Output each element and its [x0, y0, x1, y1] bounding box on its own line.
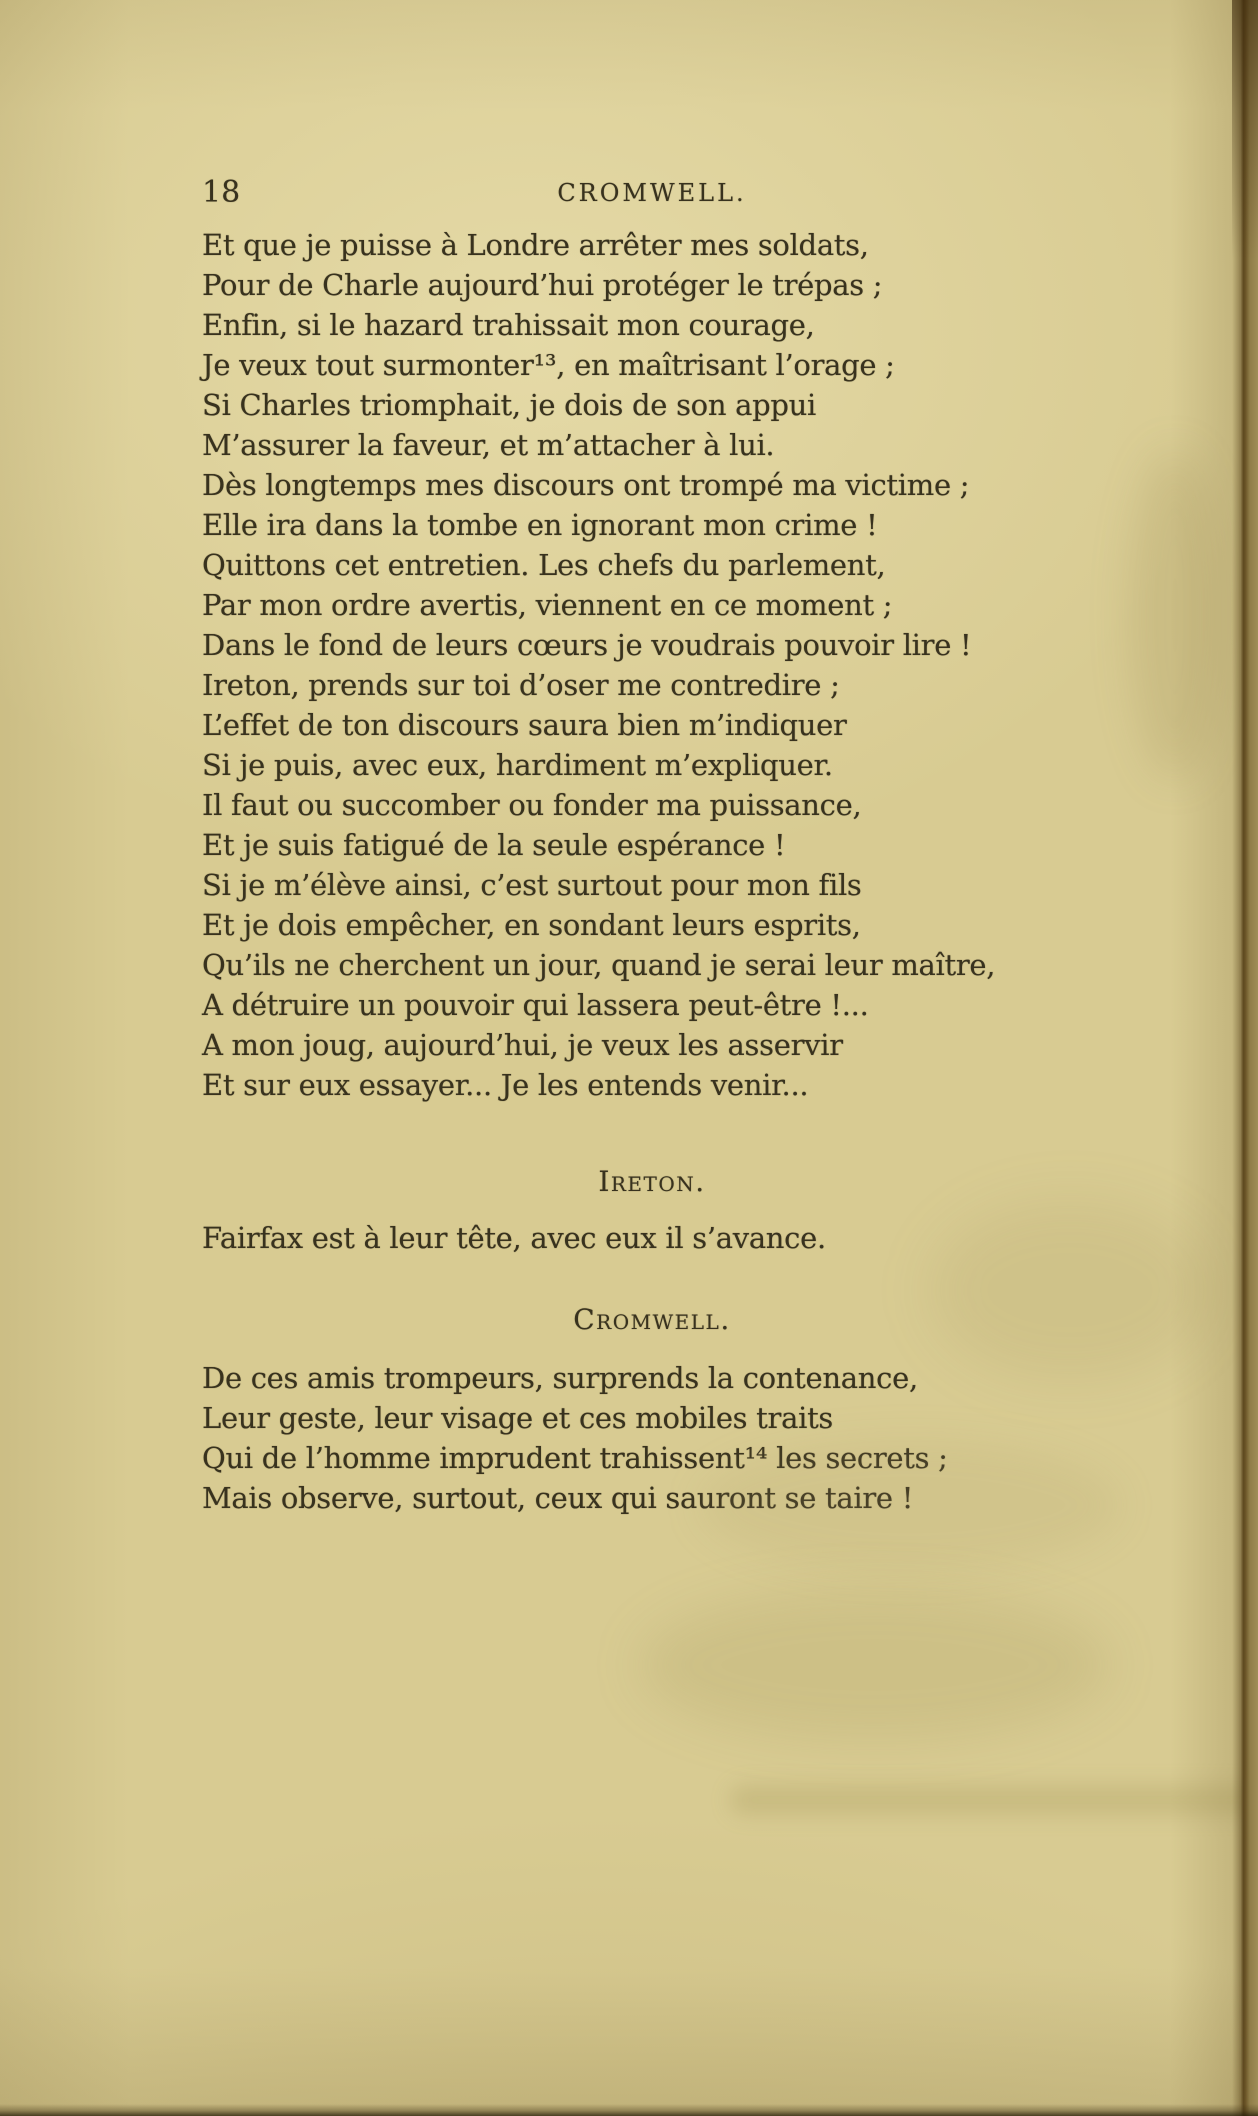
verse-line: Si je m’élève ainsi, c’est surtout pour mon fils — [202, 868, 862, 902]
verse-line: De ces amis trompeurs, surprends la contenance, — [202, 1361, 918, 1395]
verse-line: Si je puis, avec eux, hardiment m’expliquer. — [202, 748, 833, 782]
page-header — [202, 175, 1102, 210]
verse-line: Et je suis fatigué de la seule espérance ! — [202, 828, 786, 862]
book-edge-bottom — [0, 2104, 1258, 2116]
verse-line: Ireton, prends sur toi d’oser me contredire ; — [202, 668, 840, 702]
verse-line: Qu’ils ne cherchent un jour, quand je serai leur maître, — [202, 948, 996, 982]
verse-line: Mais observe, surtout, ceux qui sauront se taire ! — [202, 1481, 914, 1515]
verse-line: Qui de l’homme imprudent trahissent¹⁴ les secrets ; — [202, 1441, 948, 1475]
cromwell-speech-1 — [202, 225, 1102, 1105]
verse-line: Et que je puisse à Londre arrêter mes soldats, — [202, 228, 869, 262]
verse-line: Enfin, si le hazard trahissait mon courage, — [202, 308, 815, 342]
verse-line: Il faut ou succomber ou fonder ma puissance, — [202, 788, 862, 822]
page-number: 18 — [202, 175, 241, 210]
verse-line: Et je dois empêcher, en sondant leurs esprits, — [202, 908, 861, 942]
verse-line: Pour de Charle aujourd’hui protéger le trépas ; — [202, 268, 883, 302]
ireton-speech — [202, 1218, 1102, 1258]
verse-line: Et sur eux essayer... Je les entends venir... — [202, 1068, 809, 1102]
verse-line: A mon joug, aujourd’hui, je veux les asservir — [202, 1028, 843, 1062]
verse-line: Dans le fond de leurs cœurs je voudrais pouvoir lire ! — [202, 628, 972, 662]
verse-line: Fairfax est à leur tête, avec eux il s’avance. — [202, 1221, 826, 1255]
verse-line: Quittons cet entretien. Les chefs du parlement, — [202, 548, 886, 582]
verse-line: Par mon ordre avertis, viennent en ce moment ; — [202, 588, 893, 622]
text-column — [202, 225, 1102, 1518]
speaker-heading: Cromwell. — [573, 1303, 731, 1336]
verse-line: A détruire un pouvoir qui lassera peut-être !... — [202, 988, 869, 1022]
running-head: CROMWELL. — [557, 179, 747, 207]
verse-line: Elle ira dans la tombe en ignorant mon crime ! — [202, 508, 878, 542]
verse-line: Je veux tout surmonter¹³, en maîtrisant l’orage ; — [202, 348, 895, 382]
verse-line: L’effet de ton discours saura bien m’indiquer — [202, 708, 847, 742]
verse-line: M’assurer la faveur, et m’attacher à lui. — [202, 428, 775, 462]
page-curvature-shadow — [1170, 0, 1240, 2116]
paper-stain — [640, 1590, 1110, 1740]
speaker-heading: Ireton. — [598, 1165, 706, 1198]
book-edge-right — [1232, 0, 1258, 2116]
cromwell-speech-2 — [202, 1358, 1102, 1518]
verse-line: Si Charles triomphait, je dois de son appui — [202, 388, 816, 422]
verse-line: Leur geste, leur visage et ces mobiles traits — [202, 1401, 834, 1435]
verse-line: Dès longtemps mes discours ont trompé ma victime ; — [202, 468, 970, 502]
